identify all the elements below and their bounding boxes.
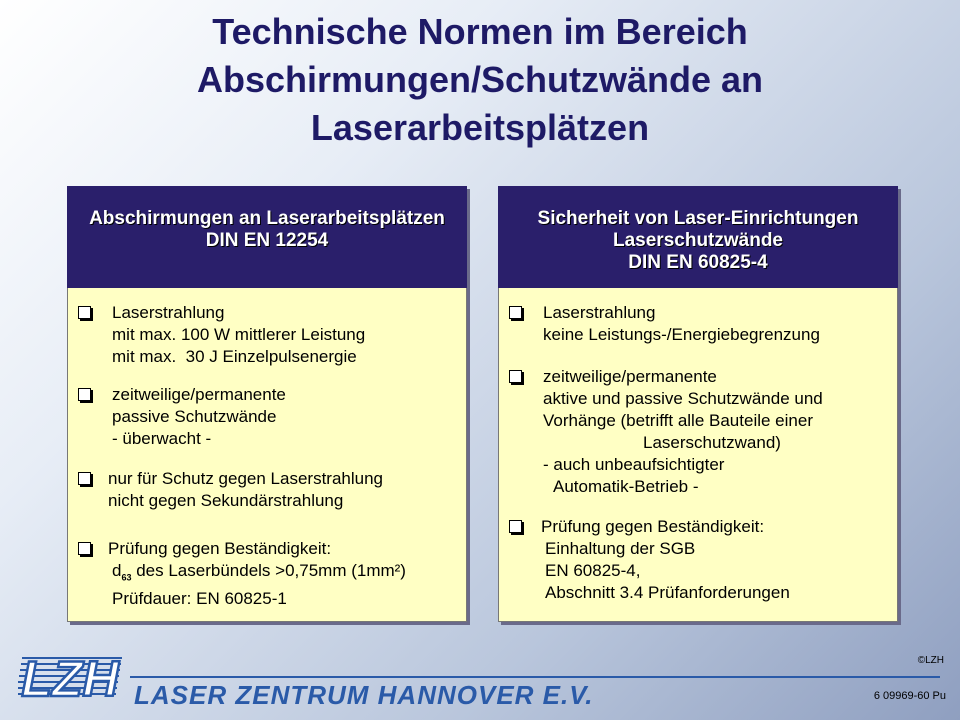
item-line: Prüfung gegen Beständigkeit: [541, 517, 765, 536]
item-line: Automatik-Betrieb - [553, 477, 699, 496]
item-line: Prüfung gegen Beständigkeit: [108, 539, 332, 558]
checkbox-bullet-icon [509, 520, 522, 533]
item-line: Vorhänge (betrifft alle Bauteile einer [543, 411, 813, 430]
checkbox-bullet-icon [78, 388, 91, 401]
item-line: - überwacht - [112, 429, 212, 448]
item-line: Einhaltung der SGB [545, 539, 696, 558]
logo-text: LZH [21, 651, 119, 706]
slide-code: 6 09969-60 Pu [873, 690, 946, 702]
title-line-3: Laserarbeitsplätzen [310, 107, 650, 148]
panel-header-line: Laserschutzwände [613, 230, 783, 251]
panel-header-line: Sicherheit von Laser-Einrichtungen [537, 208, 859, 229]
checkbox-bullet-icon [78, 542, 91, 555]
item-line: Laserschutzwand) [643, 433, 781, 452]
list-item [78, 302, 460, 368]
panel-header-line: DIN EN 12254 [205, 230, 329, 251]
item-line: Abschnitt 3.4 Prüfanforderungen [545, 583, 790, 602]
panel-header-line: DIN EN 60825-4 [628, 252, 768, 273]
item-line: EN 60825-4, [545, 561, 641, 580]
list-item [78, 384, 460, 450]
panel-header [67, 186, 467, 288]
diameter-symbol: d [112, 561, 122, 580]
list-item [509, 302, 891, 346]
list-item [509, 366, 891, 498]
item-line: aktive und passive Schutzwände und [543, 389, 823, 408]
panel-body [67, 288, 467, 622]
item-line: mit max. 30 J Einzelpulsenergie [112, 347, 357, 366]
page-title [80, 8, 880, 152]
item-line: nur für Schutz gegen Laserstrahlung [108, 469, 384, 488]
item-line: passive Schutzwände [112, 407, 277, 426]
footer-divider [130, 676, 940, 678]
copyright: ©LZH [917, 655, 944, 666]
diameter-subscript: 63 [121, 572, 132, 583]
checkbox-bullet-icon [509, 306, 522, 319]
checkbox-bullet-icon [509, 370, 522, 383]
title-line-1: Technische Normen im Bereich [212, 11, 748, 52]
item-line: mit max. 100 W mittlerer Leistung [112, 325, 366, 344]
lzh-logo [18, 650, 128, 706]
panel-din-en-60825-4 [498, 186, 898, 622]
item-line: zeitweilige/permanente [112, 385, 286, 404]
item-line: zeitweilige/permanente [543, 367, 717, 386]
panel-din-en-12254 [67, 186, 467, 622]
item-line: Laserstrahlung [112, 303, 225, 322]
diameter-text: des Laserbündels >0,75mm (1mm²) [136, 561, 406, 580]
item-line: - auch unbeaufsichtigter [543, 455, 725, 474]
panel-header-line: Abschirmungen an Laserarbeitsplätzen [89, 208, 445, 229]
item-line: Prüfdauer: EN 60825-1 [112, 589, 287, 609]
item-line: keine Leistungs-/Energiebegrenzung [543, 325, 820, 344]
panel-header [498, 186, 898, 288]
title-line-2: Abschirmungen/Schutzwände an [196, 59, 764, 100]
checkbox-bullet-icon [78, 306, 91, 319]
item-line: nicht gegen Sekundärstrahlung [108, 491, 344, 510]
item-line: Laserstrahlung [543, 303, 656, 322]
list-item [509, 516, 891, 604]
checkbox-bullet-icon [78, 472, 91, 485]
list-item [78, 468, 460, 512]
item-line [112, 560, 460, 588]
panel-body [498, 288, 898, 622]
list-item [78, 538, 460, 610]
organization-name: LASER ZENTRUM HANNOVER E.V. [134, 680, 594, 710]
